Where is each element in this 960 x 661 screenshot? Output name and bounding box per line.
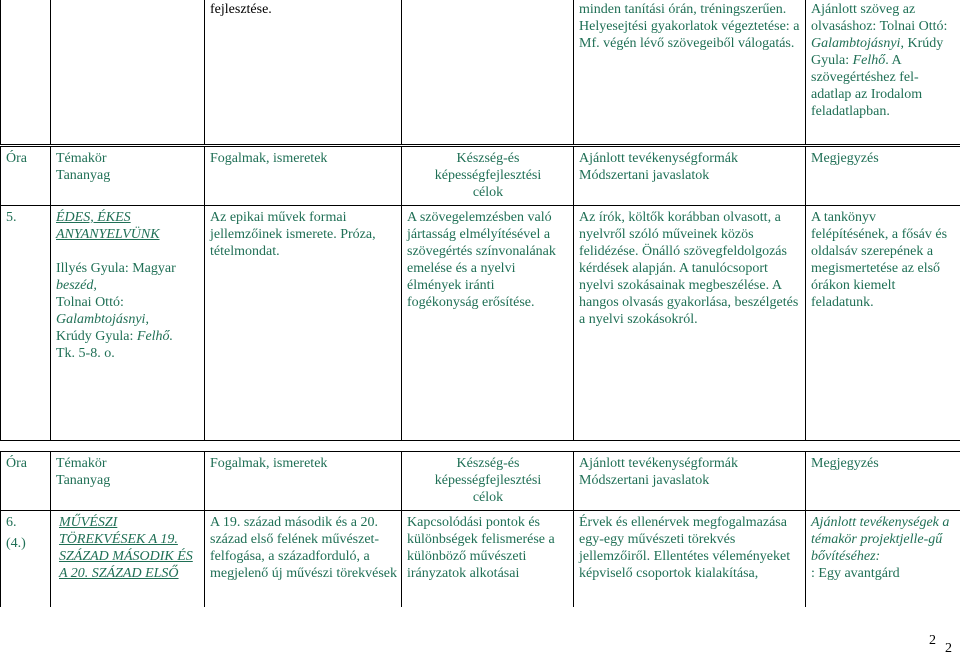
megjegyzes-cell: A tankönyv felépítésének, a fősáv és oldalsáv szerepének a megismertetése az első órákon kiemelt feladatunk.: [806, 206, 960, 441]
keszseg-cell: Kapcsolódási pontok és különbségek felismerése a különböző művészeti irányzatok alkotásai: [402, 511, 574, 607]
ajanlott-cell: Az írók, költők korábban olvasott, a nyelvről szóló műveinek közös felidézése. Önálló szövegfeldolgozás kérdések alapján. A tanulócsoport nyelvi szokásainak megbeszélése. A hangos olvasás gyakorlása, beszélgetés a nyelvi szokásokról.: [574, 206, 806, 441]
lesson-6-table: [0, 451, 960, 607]
table-row: [1, 206, 960, 441]
header-row: [1, 452, 960, 511]
header-ajanlott: Ajánlott tevékenységformák Módszertani javaslatok: [574, 147, 806, 206]
lesson-number: 6. (4.): [1, 511, 51, 607]
header-keszseg: Készség-és képességfejlesztési célok: [402, 147, 574, 206]
megjegyzes-cell: Ajánlott szöveg az olvasáshoz: Tolnai Ottó: Galambtojásnyi, Krúdy Gyula: Felhő. A szövegértéshez fel-adatlap az Irodalom feladatlapban.: [806, 0, 960, 144]
top-continuation-table: [0, 0, 960, 145]
header-megjegyzes: Megjegyzés: [806, 147, 960, 206]
table-row: [1, 0, 960, 144]
fogalmak-cell: Az epikai művek formai jellemzőinek ismerete. Próza, tételmondat.: [205, 206, 402, 441]
header-temakor: Témakör Tananyag: [51, 452, 205, 511]
lesson-5-table: [0, 146, 960, 441]
lesson-topic: MŰVÉSZI TÖREKVÉSEK A 19. SZÁZAD MÁSODIK ÉS A 20. SZÁZAD ELSŐ: [51, 511, 205, 607]
page-number-footer: 2: [945, 641, 952, 656]
header-ajanlott: Ajánlott tevékenységformák Módszertani javaslatok: [574, 452, 806, 511]
header-keszseg: Készség-és képességfejlesztési célok: [402, 452, 574, 511]
header-fogalmak: Fogalmak, ismeretek: [205, 147, 402, 206]
header-temakor: Témakör Tananyag: [51, 147, 205, 206]
header-ora: Óra: [1, 452, 51, 511]
header-row: [1, 147, 960, 206]
ajanlott-cell: Érvek és ellenérvek megfogalmazása egy-egy művészeti törekvés jellemzőiről. Ellentétes véleményeket képviselő csoportok kialakítása,: [574, 511, 806, 607]
header-ora: Óra: [1, 147, 51, 206]
keszseg-cell: A szövegelemzésben való jártasság elmélyítésével a szövegértés színvonalának emelése és a nyelvi élmények iránti fogékonyság erősítése.: [402, 206, 574, 441]
lesson-topic: ÉDES, ÉKES ANYANYELVÜNK Illyés Gyula: Magyar beszéd, Tolnai Ottó: Galambtojásnyi, Krúdy Gyula: Felhő. Tk. 5-8. o.: [51, 206, 205, 441]
fogalmak-cell: A 19. század második és a 20. század első felének művészet-felfogása, a századforduló, a megjelenő új művészi törekvések: [205, 511, 402, 607]
lesson-number: 5.: [1, 206, 51, 441]
page-number: 2: [929, 633, 936, 648]
megjegyzes-cell: Ajánlott tevékenységek a témakör projektjelle-gű bővítéséhez: : Egy avantgárd: [806, 511, 960, 607]
header-fogalmak: Fogalmak, ismeretek: [205, 452, 402, 511]
fogalmak-cell: fejlesztése.: [205, 0, 402, 144]
ajanlott-cell: minden tanítási órán, tréningszerűen. Helyesejtési gyakorlatok végeztetése: a Mf. végén lévő szövegeiből válogatás.: [574, 0, 806, 144]
table-row: [1, 511, 960, 607]
header-megjegyzes: Megjegyzés: [806, 452, 960, 511]
